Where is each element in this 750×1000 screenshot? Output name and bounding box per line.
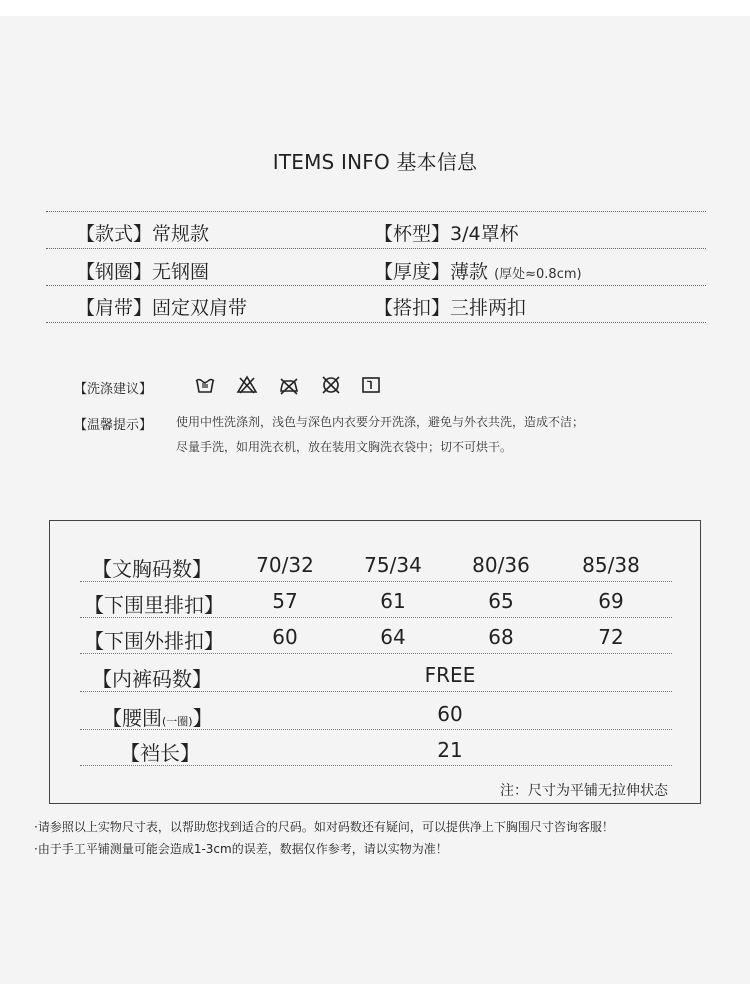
wash-label: 【洗涤建议】 [74,382,153,397]
info-clasp: 【搭扣】三排两扣 [374,297,527,319]
row-divider [80,617,672,618]
tips-line-2: 尽量手洗，如用洗衣机，放在装用文胸洗衣袋中；切不可烘干。 [176,440,513,454]
divider [46,211,706,212]
size-cell: 65 [488,589,514,613]
line-dry-icon [360,374,382,396]
size-row-label: 【裆长】 [120,741,200,765]
size-cell: 60 [437,702,463,726]
tips-line-1: 使用中性洗涤剂，浅色与深色内衣要分开洗涤，避免与外衣共洗，造成不洁； [176,415,585,429]
no-tumble-dry-icon [320,374,342,396]
divider [46,248,706,249]
row-divider [80,691,672,692]
info-style: 【款式】常规款 [76,223,210,245]
size-cell: 85/38 [582,553,640,577]
size-note: 注：尺寸为平铺无拉伸状态 [500,783,668,799]
size-cell: 57 [272,589,298,613]
size-cell: 69 [598,589,624,613]
footnote: ·由于手工平铺测量可能会造成1-3cm的误差，数据仅作参考，请以实物为准！ [34,842,448,856]
size-cell: 64 [380,625,406,649]
no-iron-icon [278,374,300,396]
size-row-label-small: (一圈) [162,715,193,728]
divider [46,285,706,286]
row-divider [80,581,672,582]
tips-label: 【温馨提示】 [74,418,153,433]
size-cell: 61 [380,589,406,613]
info-strap: 【肩带】固定双肩带 [76,297,248,319]
size-cell: 70/32 [256,553,314,577]
row-divider [80,653,672,654]
info-thickness-value: 【厚度】薄款 [374,261,489,283]
info-thickness [374,257,582,284]
size-cell: 72 [598,625,624,649]
size-row-label: 【下围外排扣】 [84,629,224,653]
size-row-label: 【文胸码数】 [92,557,212,581]
row-divider [80,765,672,766]
row-divider [80,729,672,730]
size-cell: 21 [437,738,463,762]
hand-wash-icon [194,374,216,396]
info-cup: 【杯型】3/4罩杯 [374,223,519,245]
size-cell: FREE [424,663,476,687]
page-title: ITEMS INFO 基本信息 [272,150,478,174]
size-row-label-main: 【腰围 [102,706,162,730]
no-bleach-icon [236,374,258,396]
size-row-label: 【内裤码数】 [92,667,212,691]
size-cell: 60 [272,625,298,649]
info-wire: 【钢圈】无钢圈 [76,261,210,283]
size-row-label-end: 】 [192,706,213,730]
size-cell: 80/36 [472,553,530,577]
size-cell: 75/34 [364,553,422,577]
footnote: ·请参照以上实物尺寸表，以帮助您找到适合的尺码。如对码数还有疑问，可以提供净上下胸围尺寸咨询客服！ [34,820,614,834]
info-thickness-note: (厚处≈0.8cm) [494,267,582,282]
size-row-label: 【下围里排扣】 [84,593,224,617]
divider [46,322,706,323]
size-cell: 68 [488,625,514,649]
size-row-label [102,702,242,731]
